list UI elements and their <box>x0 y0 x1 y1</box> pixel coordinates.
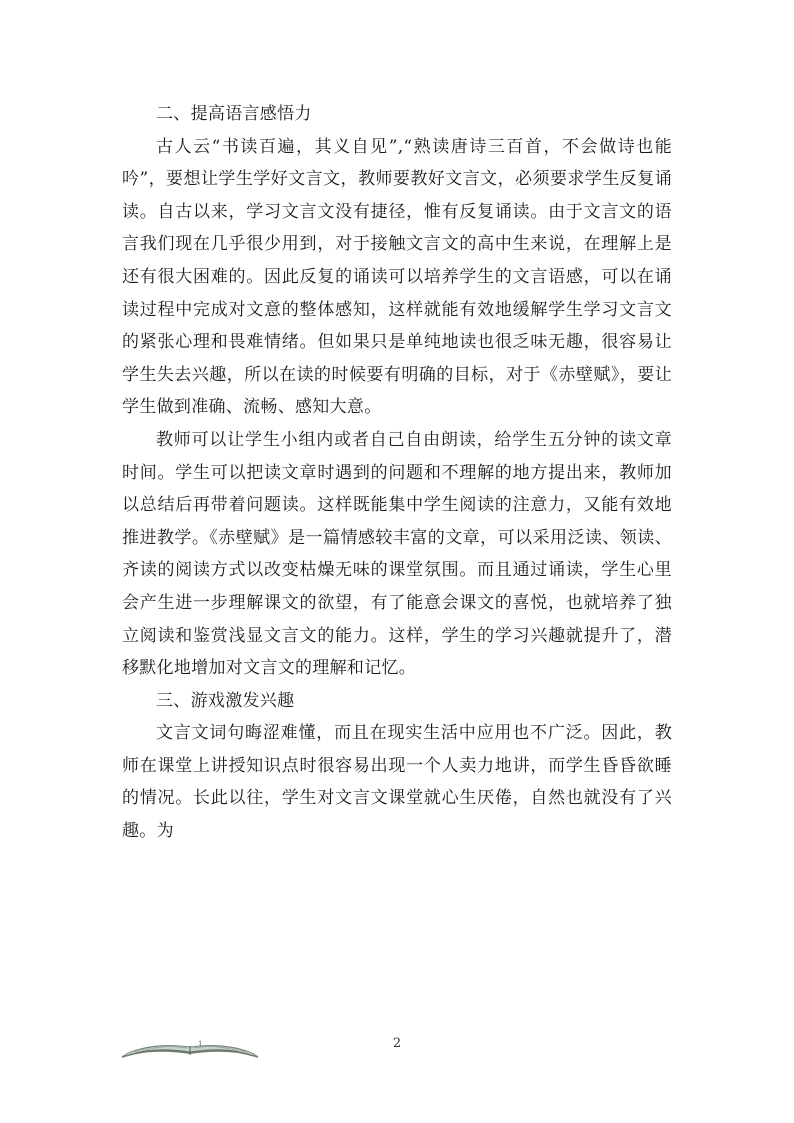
section-heading-2: 二、提高语言感悟力 <box>156 104 312 124</box>
open-book-icon <box>120 1034 260 1060</box>
paragraph-3: 文言文词句晦涩难懂，而且在现实生活中应用也不广泛。因此，教师在课堂上讲授知识点时很容易出现一个人卖力地讲，而学生昏昏欲睡的情况。长此以往，学生对文言文课堂就心生厌倦，自然也就没有了兴趣。为 <box>122 723 672 842</box>
paragraph-2: 教师可以让学生小组内或者自己自由朗读，给学生五分钟的读文章时间。学生可以把读文章时遇到的问题和不理解的地方提出来，教师加以总结后再带着问题读。这样既能集中学生阅读的注意力，又能有效地推进教学。《赤壁赋》是一篇情感较丰富的文章，可以采用泛读、领读、齐读的阅读方式以改变枯燥无味的课堂氛围。而且通过诵读，学生心里会产生进一步理解课文的欲望，有了能意会课文的喜悦，也就培养了独立阅读和鉴赏浅显文言文的能力。这样，学生的学习兴趣就提升了，潜移默化地增加对文言文的理解和记忆。 <box>122 429 672 679</box>
paragraph-1: 古人云“书读百遍，其义自见”,“熟读唐诗三百首，不会做诗也能吟”，要想让学生学好文言文，教师要教好文言文，必须要求学生反复诵读。自古以来，学习文言文没有捷径，惟有反复诵读。由于文言文的语言我们现在几乎很少用到，对于接触文言文的高中生来说，在理解上是还有很大困难的。因此反复的诵读可以培养学生的文言语感，可以在诵读过程中完成对文意的整体感知，这样就能有效地缓解学生学习文言文的紧张心理和畏难情绪。但如果只是单纯地读也很乏味无趣，很容易让学生失去兴趣，所以在读的时候要有明确的目标，对于《赤壁赋》，要让学生做到准确、流畅、感知大意。 <box>122 136 672 418</box>
section-heading-3: 三、游戏激发兴趣 <box>156 690 295 711</box>
page-number: 2 <box>392 1036 402 1051</box>
document-body <box>122 98 672 848</box>
ornament-page-mark: 1 <box>198 1040 203 1048</box>
